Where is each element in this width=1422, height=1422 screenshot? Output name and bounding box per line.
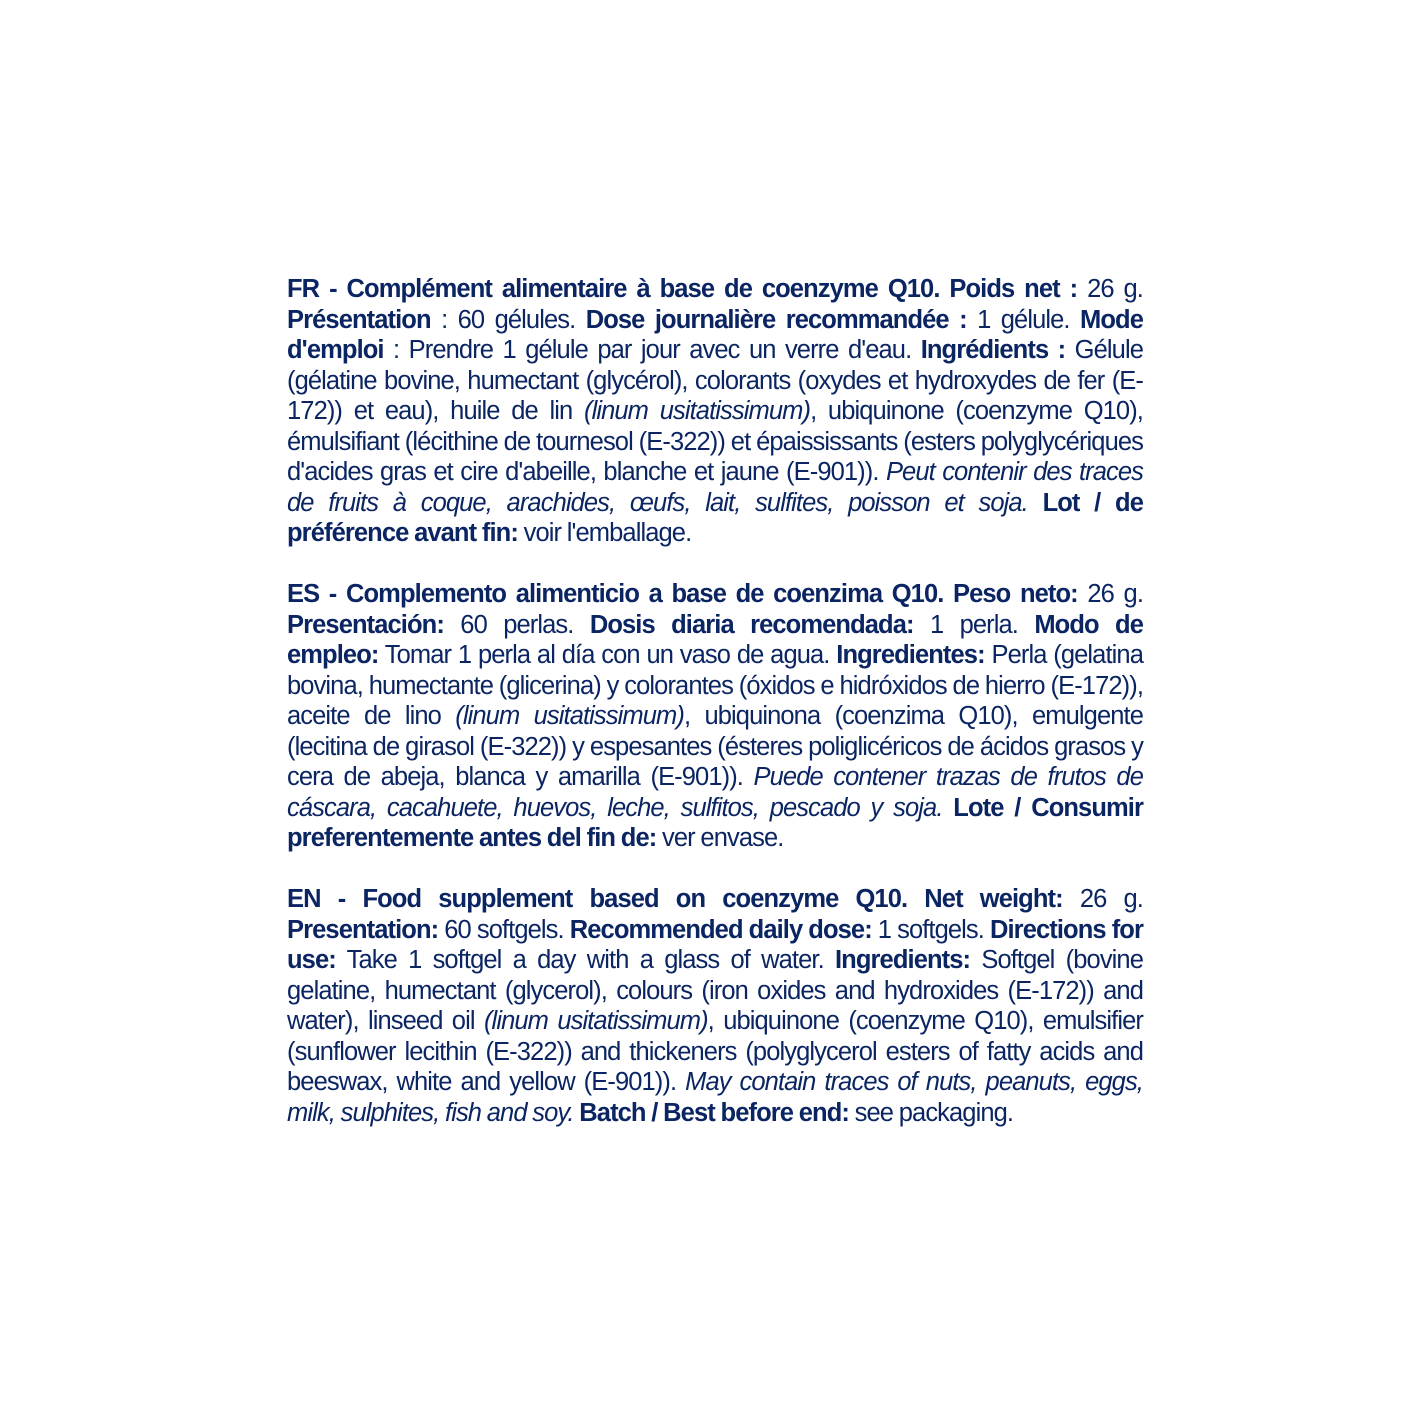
es-daily-dose-label: Dosis diaria recomendada: xyxy=(589,610,914,639)
es-ingredients-text: Perla (gelatina bovina, humectante (glicerina) y colorantes (óxidos e hidróxidos de hierro (E-172)), aceite de lino xyxy=(287,641,1143,730)
fr-spacer xyxy=(1028,489,1043,517)
en-ingredients-label: Ingredients: xyxy=(835,946,971,974)
fr-net-weight-value: 26 g. xyxy=(1077,275,1143,303)
en-batch-label: Batch / Best before end: xyxy=(579,1098,849,1127)
es-net-weight-value: 26 g. xyxy=(1077,580,1143,608)
fr-ingredients-label: Ingrédients : xyxy=(920,336,1066,364)
es-allergen-warning: Puede contener trazas de frutos de cáscara, cacahuete, huevos, leche, sulfitos, pescado y soja. xyxy=(287,763,1143,822)
es-heading: ES - Complemento alimenticio a base de coenzima Q10. Peso neto: xyxy=(287,580,1078,608)
fr-daily-dose-value: 1 gélule. xyxy=(966,305,1081,334)
es-ingredients-text-2: , ubiquinona (coenzima Q10), emulgente (lecitina de girasol (E-322)) y espesantes (ésteres poliglicéricos de ácidos grasos y cera de abeja, blanca y amarilla (E-901)). xyxy=(287,702,1143,791)
fr-heading: FR - Complément alimentaire à base de coenzyme Q10. Poids net : xyxy=(287,275,1078,303)
en-batch-value: see packaging. xyxy=(848,1098,1014,1127)
es-directions-value: Tomar 1 perla al día con un vaso de agua. xyxy=(378,641,837,669)
en-directions-value: Take 1 softgel a day with a glass of water. xyxy=(335,946,835,974)
fr-daily-dose-label: Dose journalière recommandée : xyxy=(585,305,967,334)
en-latin-name: (linum usitatissimum) xyxy=(483,1007,708,1035)
fr-directions-label: Mode d'emploi xyxy=(287,305,1143,364)
es-daily-dose-value: 1 perla. xyxy=(913,610,1035,639)
fr-batch-label: Lot / de préférence avant fin: xyxy=(287,488,1143,547)
en-ingredients-text: Softgel (bovine gelatine, humectant (glycerol), colours (iron oxides and hydroxides (E-172)) and water), linseed oil xyxy=(287,946,1143,1035)
en-daily-dose-label: Recommended daily dose: xyxy=(569,915,872,944)
en-ingredients-text-2: , ubiquinone (coenzyme Q10), emulsifier (sunflower lecithin (E-322)) and thickeners (polyglycerol esters of fatty acids and beeswax, white and yellow (E-901)). xyxy=(287,1007,1143,1096)
es-presentation-label: Presentación: xyxy=(287,610,444,639)
es-batch-value: ver envase. xyxy=(656,824,784,852)
en-presentation-value: 60 softgels. xyxy=(438,915,570,944)
fr-allergen-warning: Peut contenir des traces de fruits à coque, arachides, œufs, lait, sulfites, poisson et soja. xyxy=(287,458,1143,517)
product-label-text xyxy=(287,274,1143,1128)
fr-latin-name: (linum usitatissimum) xyxy=(584,397,811,425)
es-latin-name: (linum usitatissimum) xyxy=(455,702,684,730)
fr-directions-value: : Prendre 1 gélule par jour avec un verre d'eau. xyxy=(383,336,921,364)
fr-presentation-value: : 60 gélules. xyxy=(430,305,586,334)
en-directions-label: Directions for use: xyxy=(287,915,1143,974)
fr-ingredients-text-2: , ubiquinone (coenzyme Q10), émulsifiant (lécithine de tournesol (E-322)) et épaississants (esters polyglycériques d'acides gras et cire d'abeille, blanche et jaune (E-901)). xyxy=(287,397,1143,486)
section-en xyxy=(287,884,1143,1128)
fr-batch-value: voir l'emballage. xyxy=(517,519,692,547)
fr-presentation-label: Présentation xyxy=(287,305,431,334)
en-heading: EN - Food supplement based on coenzyme Q10. Net weight: xyxy=(287,885,1063,913)
section-fr xyxy=(287,274,1143,549)
section-es xyxy=(287,579,1143,854)
en-net-weight-value: 26 g. xyxy=(1062,885,1143,913)
es-batch-label: Lote / Consumir preferentemente antes del fin de: xyxy=(287,793,1144,852)
en-presentation-label: Presentation: xyxy=(287,915,439,944)
es-spacer xyxy=(943,794,954,822)
en-daily-dose-value: 1 softgels. xyxy=(871,915,990,944)
fr-ingredients-text: Gélule (gélatine bovine, humectant (glycérol), colorants (oxydes et hydroxydes de fer (E-172)) et eau), huile de lin xyxy=(287,336,1143,425)
en-allergen-warning: May contain traces of nuts, peanuts, eggs, milk, sulphites, fish and soy. xyxy=(287,1068,1143,1127)
es-directions-label: Modo de empleo: xyxy=(287,610,1143,669)
es-presentation-value: 60 perlas. xyxy=(443,610,590,639)
es-ingredients-label: Ingredientes: xyxy=(836,641,985,669)
